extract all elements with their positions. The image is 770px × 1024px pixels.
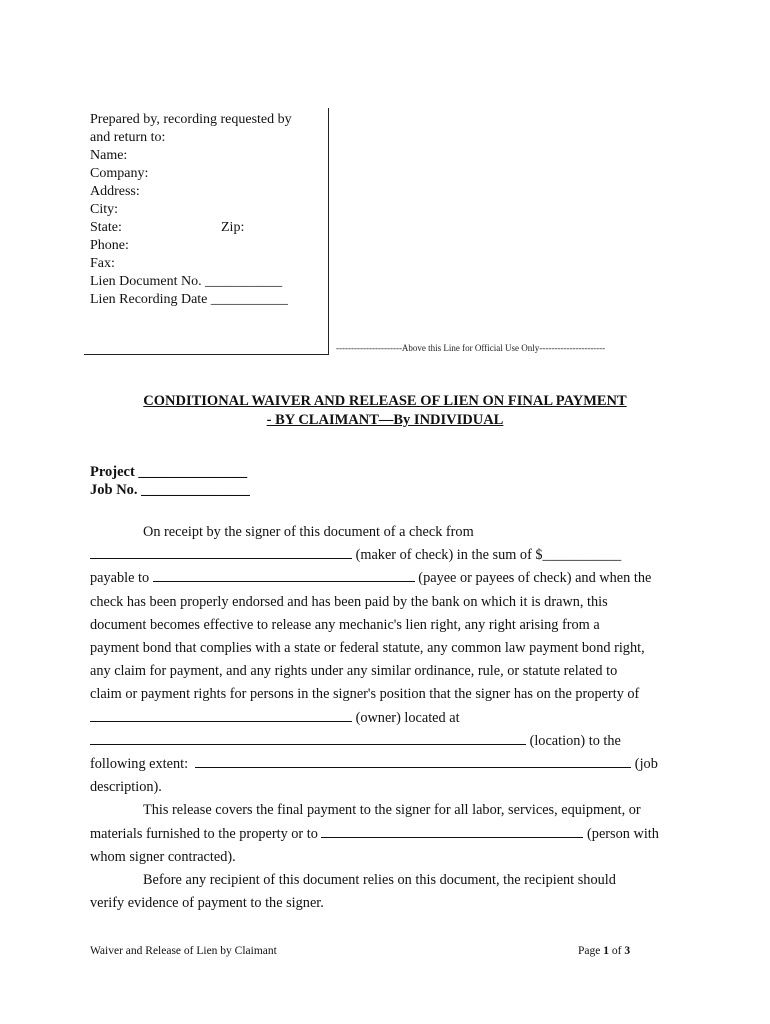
document-body — [90, 521, 690, 915]
state-label: State: — [90, 220, 122, 235]
job-description-blank — [195, 753, 631, 768]
footer-title: Waiver and Release of Lien by Claimant — [90, 945, 277, 957]
paragraph1-line12: description). — [90, 779, 162, 796]
paragraph2-line3: whom signer contracted). — [90, 848, 236, 865]
document-title — [84, 392, 686, 430]
paragraph1-line8: claim or payment rights for persons in the signer's position that the signer has on the property of — [90, 686, 640, 703]
phone-label: Phone: — [90, 238, 129, 253]
fax-label: Fax: — [90, 256, 115, 271]
job-number-label: Job No. _______________ — [90, 482, 250, 498]
paragraph1-line6: payment bond that complies with a state or federal statute, any common law payment bond right, — [90, 640, 645, 657]
page-current: 1 — [603, 945, 609, 957]
paragraph2-line1: This release covers the final payment to the signer for all labor, services, equipment, or — [143, 802, 641, 819]
paragraph1-line10 — [90, 730, 690, 753]
location-blank — [90, 730, 526, 745]
person-with-text: (person with — [583, 825, 659, 842]
project-info — [90, 463, 250, 499]
recording-info-text — [90, 111, 292, 309]
paragraph2-line2 — [90, 823, 690, 846]
payable-to-text: payable to — [90, 570, 153, 587]
paragraph3-line2: verify evidence of payment to the signer. — [90, 895, 324, 912]
paragraph1-line5: document becomes effective to release any mechanic's lien right, any right arising from a — [90, 616, 600, 633]
payee-text: (payee or payees of check) and when the — [414, 570, 652, 587]
maker-text: (maker of check) in the sum of $___________ — [352, 547, 622, 564]
payee-blank — [153, 567, 415, 582]
paragraph1-line11 — [90, 753, 690, 776]
page-prefix: Page — [578, 945, 604, 957]
official-use-line: ----------------------Above this Line for Official Use Only---------------------- — [336, 343, 606, 353]
contractor-blank — [321, 823, 583, 838]
owner-text: (owner) located at — [352, 709, 460, 726]
extent-text: following extent: — [90, 756, 196, 773]
name-label: Name: — [90, 148, 128, 163]
paragraph1-line2 — [90, 544, 690, 567]
state-zip-line — [90, 219, 292, 237]
zip-label: Zip: — [221, 220, 245, 235]
page-total: 3 — [624, 945, 631, 957]
city-label: City: — [90, 202, 119, 217]
title-line2: - BY CLAIMANT—By INDIVIDUAL — [266, 412, 504, 428]
address-label: Address: — [90, 184, 140, 199]
job-text: (job — [631, 756, 658, 773]
paragraph1-line7: any claim for payment, and any rights under any similar ordinance, rule, or statute related to — [90, 663, 618, 680]
owner-blank — [90, 707, 352, 722]
company-label: Company: — [90, 166, 149, 181]
paragraph1-line1: On receipt by the signer of this document of a check from — [143, 524, 474, 540]
paragraph1-line9 — [90, 707, 690, 730]
prepared-by-line1: Prepared by, recording requested by — [90, 112, 292, 127]
prepared-by-line2: and return to: — [90, 130, 166, 145]
page-number — [578, 945, 630, 957]
location-text: (location) to the — [526, 732, 621, 749]
paragraph3-line1: Before any recipient of this document relies on this document, the recipient should — [143, 872, 616, 889]
maker-blank — [90, 544, 352, 559]
lien-recording-date: Lien Recording Date ___________ — [90, 292, 288, 307]
lien-document-number: Lien Document No. ___________ — [90, 274, 283, 289]
page-of: of — [608, 945, 625, 957]
paragraph1-line3 — [90, 567, 690, 590]
recording-info-box — [84, 108, 329, 355]
materials-text: materials furnished to the property or to — [90, 825, 322, 842]
project-label: Project _______________ — [90, 464, 248, 480]
paragraph1-line4: check has been properly endorsed and has been paid by the bank on which it is drawn, this — [90, 593, 608, 610]
title-line1: CONDITIONAL WAIVER AND RELEASE OF LIEN ON FINAL PAYMENT — [143, 393, 627, 409]
